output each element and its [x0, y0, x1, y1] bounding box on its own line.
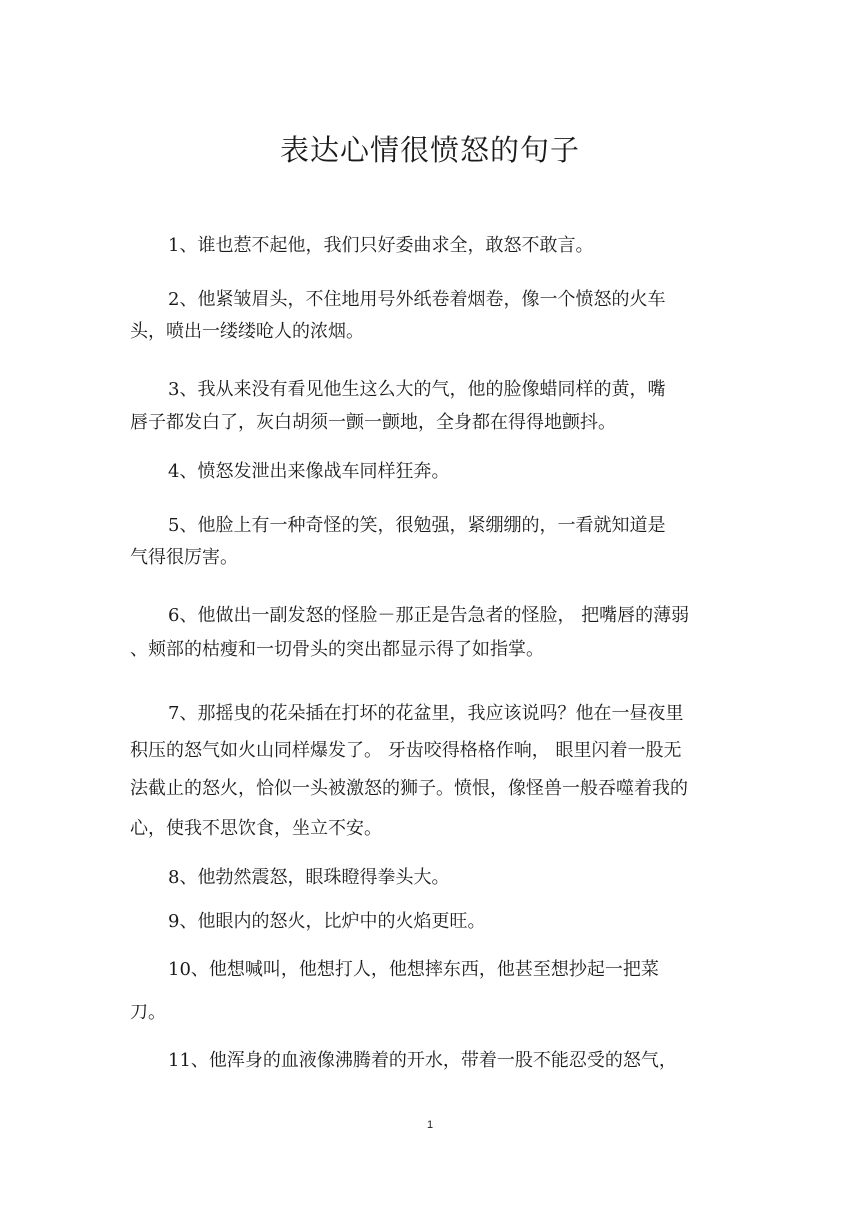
sentence-7-line-3: 法截止的怒火，恰似一头被激怒的狮子。愤恨，像怪兽一般吞噬着我的 [130, 778, 688, 799]
page-number: 1 [426, 1119, 434, 1131]
sentence-11-line-1: 11、他浑身的血液像沸腾着的开水，带着一股不能忍受的怒气， [168, 1050, 677, 1071]
sentence-2-line-1: 2、他紧皱眉头，不住地用号外纸卷着烟卷，像一个愤怒的火车 [168, 289, 666, 310]
sentence-10-line-1: 10、他想喊叫，他想打人，他想摔东西，他甚至想抄起一把菜 [168, 959, 659, 980]
sentence-3-line-1: 3、我从来没有看见他生这么大的气，他的脸像蜡同样的黄，嘴 [168, 379, 666, 400]
sentence-7-line-4: 心，使我不思饮食，坐立不安。 [130, 818, 382, 839]
sentence-6-line-1: 6、他做出一副发怒的怪脸－那正是告急者的怪脸， 把嘴唇的薄弱 [168, 605, 690, 626]
sentence-6-line-2: 、颊部的枯瘦和一切骨头的突出都显示得了如指掌。 [130, 639, 544, 660]
sentence-5-line-2: 气得很厉害。 [130, 547, 238, 568]
sentence-4-line-1: 4、愤怒发泄出来像战车同样狂奔。 [168, 461, 450, 482]
document-title: 表达心情很愤怒的句子 [279, 133, 580, 167]
sentence-1-line-1: 1、谁也惹不起他，我们只好委曲求全，敢怒不敢言。 [168, 235, 594, 256]
sentence-5-line-1: 5、他脸上有一种奇怪的笑，很勉强，紧绷绷的，一看就知道是 [168, 515, 666, 536]
sentence-7-line-2: 积压的怒气如火山同样爆发了。 牙齿咬得格格作响， 眼里闪着一股无 [130, 740, 682, 761]
sentence-10-line-2: 刀。 [130, 1002, 166, 1023]
sentence-3-line-2: 唇子都发白了，灰白胡须一颤一颤地，全身都在得得地颤抖。 [130, 412, 616, 433]
sentence-2-line-2: 头，喷出一缕缕呛人的浓烟。 [130, 321, 364, 342]
sentence-7-line-1: 7、那摇曳的花朵插在打坏的花盆里，我应该说吗？他在一昼夜里 [168, 703, 684, 724]
sentence-8-line-1: 8、他勃然震怒，眼珠瞪得拳头大。 [168, 867, 450, 888]
sentence-9-line-1: 9、他眼内的怒火，比炉中的火焰更旺。 [168, 911, 486, 932]
